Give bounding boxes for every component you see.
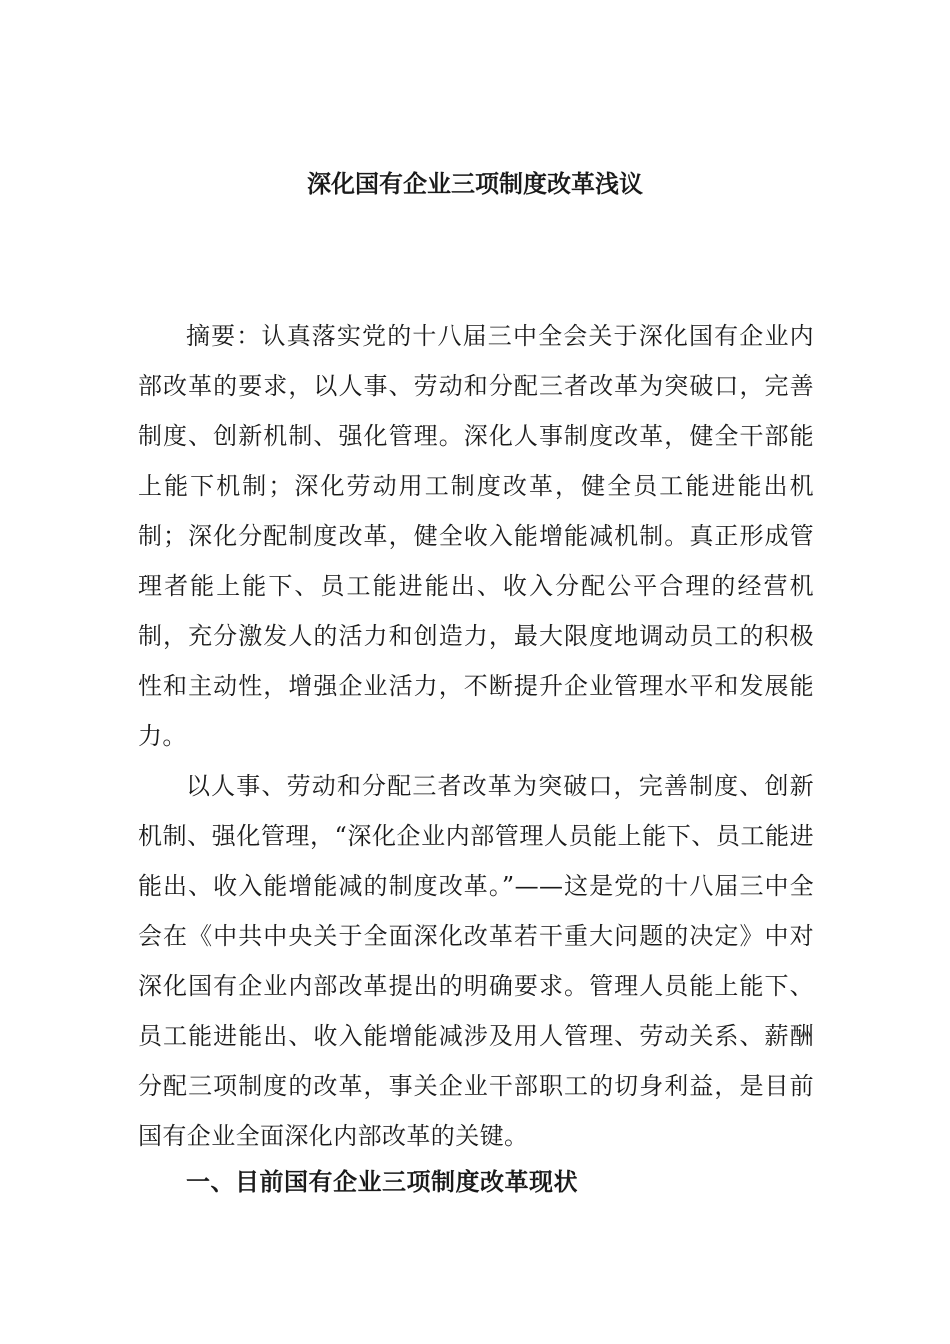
abstract-paragraph: 摘要：认真落实党的十八届三中全会关于深化国有企业内部改革的要求，以人事、劳动和分配三者改革为突破口，完善制度、创新机制、强化管理。深化人事制度改革，健全干部能上能下机制；深化劳动用工制度改革，健全员工能进能出机制；深化分配制度改革，健全收入能增能减机制。真正形成管理者能上能下、员工能进能出、收入分配公平合理的经营机制，充分激发人的活力和创造力，最大限度地调动员工的积极性和主动性，增强企业活力，不断提升企业管理水平和发展能力。 [138, 322, 814, 750]
section-heading: 一、目前国有企业三项制度改革现状 [186, 1168, 578, 1196]
intro-paragraph: 以人事、劳动和分配三者改革为突破口，完善制度、创新机制、强化管理，“深化企业内部管理人员能上能下、员工能进能出、收入能增能减的制度改革。”——这是党的十八届三中全会在《中共中央关于全面深化改革若干重大问题的决定》中对深化国有企业内部改革提出的明确要求。管理人员能上能下、员工能进能出、收入能增能减涉及用人管理、劳动关系、薪酬分配三项制度的改革，事关企业干部职工的切身利益，是目前国有企业全面深化内部改革的关键。 [138, 772, 814, 1150]
document-title: 深化国有企业三项制度改革浅议 [307, 170, 643, 198]
